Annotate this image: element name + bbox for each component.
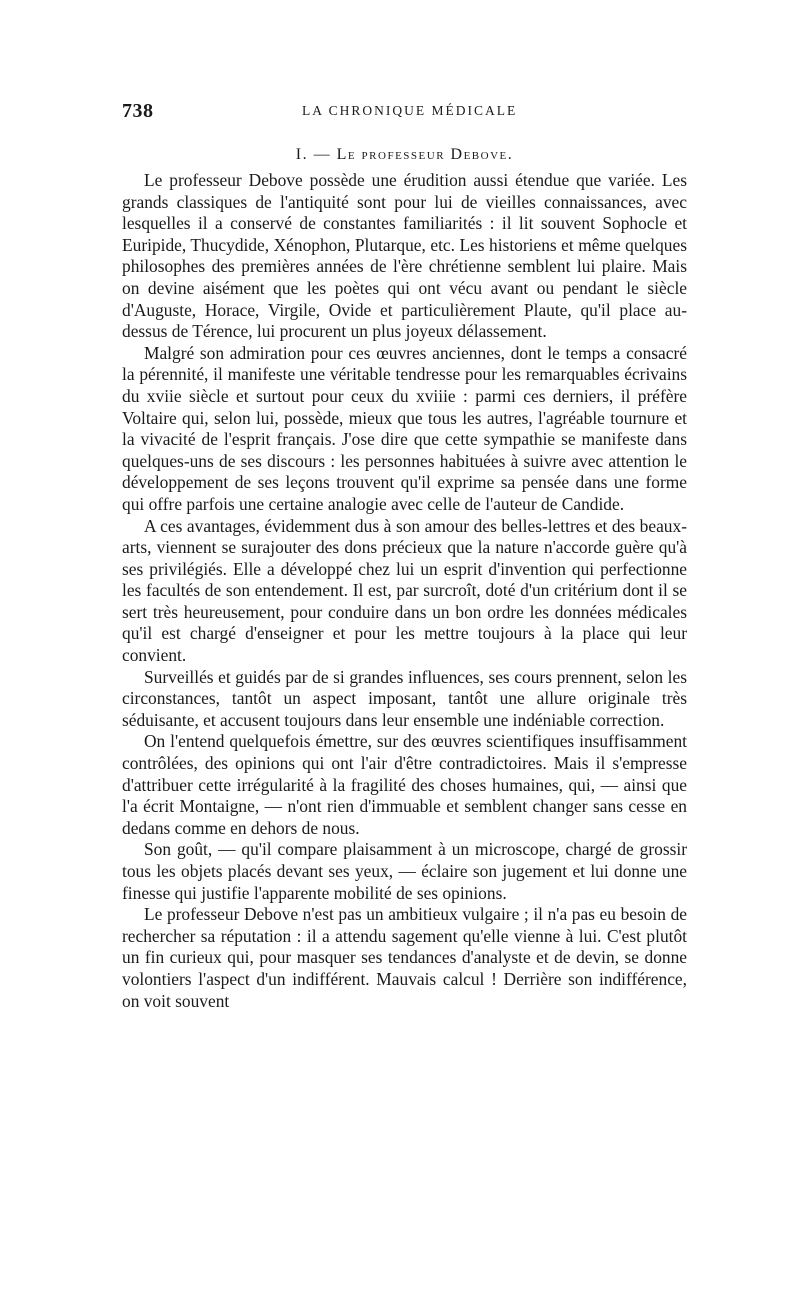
section-heading xyxy=(122,146,687,164)
paragraph-3: A ces avantages, évidemment dus à son amour des belles-lettres et des beaux-arts, viennent se surajouter des dons précieux que la nature n'accorde guère qu'à ses privilégiés. Elle a développé chez lui un esprit d'invention qui perfectionne les facultés de son entendement. Il est, par surcroît, doté d'un critérium dont il se sert très heureusement, pour conduire dans un bon ordre les données médicales qu'il est chargé d'enseigner et pour les mettre toujours à la place qui leur convient. xyxy=(122,515,687,666)
journal-title: LA CHRONIQUE MÉDICALE xyxy=(302,103,518,118)
paragraph-6: Son goût, — qu'il compare plaisamment à un microscope, chargé de grossir tous les objets placés devant ses yeux, — éclaire son jugement et lui donne une finesse qui justifie l'apparente mobilité de ses opinions. xyxy=(122,839,687,903)
paragraph-4: Surveillés et guidés par de si grandes influences, ses cours prennent, selon les circonstances, tantôt un aspect imposant, tantôt une allure originale très séduisante, et accusent toujours dans leur ensemble une indéniable correction. xyxy=(122,666,687,730)
paragraph-5: On l'entend quelquefois émettre, sur des œuvres scientifiques insuffisamment contrôlées, des opinions qui ont l'air d'être contradictoires. Mais il s'empresse d'attribuer cette irrégularité à la fragilité des choses humaines, qui, — ainsi que l'a écrit Montaigne, — n'ont rien d'immuable et semblent changer sans cesse en dedans comme en dehors de nous. xyxy=(122,731,687,838)
section-number: I. — xyxy=(295,146,332,163)
paragraph-1: Le professeur Debove possède une érudition aussi étendue que variée. Les grands classiques de l'antiquité sont pour lui de vieilles connaissances, avec lesquelles il a conservé de constantes familiarités : il lit souvent Sophocle et Euripide, Thucydide, Xénophon, Plutarque, etc. Les historiens et même quelques philosophes des premières années de l'ère chrétienne semblent lui plaire. Mais on devine aisément que les poètes qui ont vécu avant ou pendant le siècle d'Auguste, Horace, Virgile, Ovide et particulièrement Plaute, qu'il place au-dessus de Térence, lui procurent un plus joyeux délassement. xyxy=(122,170,687,342)
page-number: 738 xyxy=(122,100,154,122)
paragraph-2: Malgré son admiration pour ces œuvres anciennes, dont le temps a consacré la pérennité, il manifeste une véritable tendresse pour les remarquables écrivains du xviie siècle et surtout pour ceux du xviiie : parmi ces derniers, il préfère Voltaire qui, selon lui, possède, mieux que tous les autres, l'agréable tournure et la vivacité de l'esprit français. J'ose dire que cette sympathie se manifeste dans quelques-uns de ses discours : les personnes habituées à suivre avec attention le développement de ses leçons trouvent qu'il exprime sa pensée dans une forme qui offre parfois une certaine analogie avec celle de l'auteur de Candide. xyxy=(122,342,687,514)
article-body xyxy=(122,170,687,1012)
section-title: Le professeur Debove. xyxy=(336,146,514,163)
running-header xyxy=(122,100,687,124)
paragraph-7: Le professeur Debove n'est pas un ambitieux vulgaire ; il n'a pas eu besoin de rechercher sa réputation : il a attendu sagement qu'elle vienne à lui. C'est plutôt un fin curieux qui, pour masquer ses tendances d'analyste et de devin, se donne volontiers l'aspect d'un indifférent. Mauvais calcul ! Derrière son indifférence, on voit souvent xyxy=(122,904,687,1011)
